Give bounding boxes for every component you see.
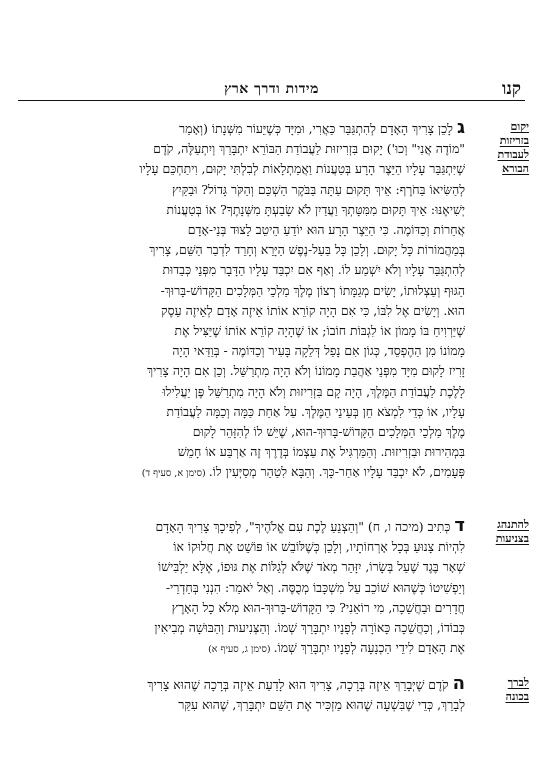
line-text: פְּעָמִים, לֹא יִכְבַּד עָלָיו אַחַר-כָּךְ. וְהַבָּא לִטַהֵר מְסַיְּעִין לוֹ.	[208, 464, 465, 480]
line-text: אֶת הָאָדָם לִידֵי הַכְנָעָה לְפָנָיו יִתְבָּרַךְ שְׁמוֹ.	[273, 640, 465, 656]
section-letter: ד	[454, 516, 465, 536]
text-line	[18, 139, 465, 159]
section-he	[18, 674, 529, 770]
text-line	[18, 578, 465, 598]
text-line	[18, 301, 465, 321]
line-text: שֶׁיַּרְוִיחַ בּוֹ מָמוֹן אוֹ לִגְבּוֹת חוֹבוֹ; אוֹ שֶׁהָיָה קוֹרֵא אוֹתוֹ שֶׁיַּצִּיל אֶת	[174, 323, 465, 339]
source-ref: (סימן ג, סעיף א)	[208, 644, 274, 656]
line-text: כְּבוֹדוֹ, וְכַחֲשֵׁכָה כָּאוֹרָה לְפָנָיו יִתְבָּרַךְ שְׁמוֹ. וְהַצְּנִיעוּת וְהַבּוּשָׁה מְבִיאִין	[154, 620, 465, 636]
text-line	[18, 200, 465, 220]
side-note	[473, 518, 529, 546]
line-text: לָלֶכֶת לַעֲבוֹדַת הַמֶּלֶךְ, הָיָה קָם בִּזְרִיזוּת וְלֹא הָיָה מִתְרַשֵּׁל פֶּן יַעֲלִילוּ	[162, 383, 465, 399]
section-letter: ה	[452, 674, 465, 694]
side-note-line: להתנהג	[497, 518, 529, 531]
line-text: כְּתִיב (מיכה ו, ח) "וְהַצְנֵעַ לֶכֶת עִם אֱלֹהֶיךָ", לְפִיכָךְ צָרִיךְ הָאָדָם	[155, 519, 451, 534]
line-text: מָמוֹנוֹ מִן הַהֶפְסֵד, כְּגוֹן אִם נָפַל דְּלֵקָה בָּעִיר וְכַדּוֹמֶה - בְּוַדַּאי הָיָה	[172, 343, 465, 359]
text-line	[18, 402, 465, 422]
text-line	[18, 442, 465, 462]
source-ref: (סימן א, סעיף ד)	[141, 468, 209, 480]
text-line	[18, 220, 465, 240]
side-note-line: לעבודת	[497, 148, 529, 161]
side-note-line: יקום	[510, 120, 529, 133]
text-line	[18, 537, 465, 557]
line-text: וְיַפְשִׁיטוֹ כְּשֶׁהוּא שׁוֹכֵב עַל מִשְׁכָּבוֹ מְכֻסֶּה. וְאַל יֹאמַר: הִנְנִי בְּחַדְרֵי-	[165, 579, 465, 595]
side-note-line: בצניעות	[495, 532, 529, 545]
text-line	[18, 516, 465, 537]
text-line	[18, 557, 465, 577]
section-letter: ג	[456, 118, 465, 138]
line-text: שֶׁיִּתְגַּבֵּר עָלָיו הַיֵּצֶר הָרָע בְּטַעֲנוֹת וַאֲמַתְלָאוֹת לְבִלְתִּי יָקוּם, וִיתַחְכֵּם עָלָיו	[139, 161, 465, 177]
line-text: לְהִתְגַּבֵּר עָלָיו וְלֹא יִשְׁמַע לוֹ. וְאַף אִם יִכְבַּד עָלָיו הַדָּבָר מִפְּנֵי כְּבֵדוּת	[162, 262, 465, 278]
section-body	[18, 516, 465, 660]
line-text: הוּא. וְיָשִׂים אֶל לִבּוֹ, כִּי אִם הָיָה קוֹרֵא אוֹתוֹ אֵיזֶה אָדָם לְאֵיזֶה עֵסֶק	[161, 302, 465, 318]
section-gimel	[18, 118, 529, 500]
line-text: קֹדֶם שֶׁיְּבָרֵךְ אֵיזֶה בְּרָכָה, צָרִיךְ הוּא לָדַעַת אֵיזֶה בְּרָכָה שֶׁהוּא צָרִיךְ	[147, 677, 449, 692]
text-line	[18, 240, 465, 260]
text-line	[18, 382, 465, 402]
line-text: לְבָרֵךְ, כְּדֵי שֶׁבִּשְׁעָה שֶׁהוּא מַזְכִּיר אֶת הַשֵּׁם יִתְבָּרַךְ, שֶׁהוּא עִקַּר	[178, 697, 465, 713]
text-line	[18, 361, 465, 381]
line-text: עָלָיו, אוֹ כְּדֵי לִמְצֹא חֵן בְּעֵינֵי הַמֶּלֶךְ. עַל אַחַת כַּמָּה וְכַמָּה לַעֲבוֹדַת	[166, 403, 465, 419]
line-text: חֲדָרִים וּבַחֲשֵׁכָה, מִי רוֹאֵנִי? כִּי הַקָּדוֹשׁ-בָּרוּךְ-הוּא מְלֹא כָל הָאָרֶץ	[171, 599, 465, 615]
line-text: לָכֵן צָרִיךְ הָאָדָם לְהִתְגַּבֵּר כַּאֲרִי, וּמִיָּד כְּשֶׁיֵּעוֹר מִשְּׁנָתוֹ (וְאָמַר	[179, 121, 453, 136]
page-header	[18, 78, 525, 101]
text-line	[18, 618, 465, 638]
line-text: לִהְיוֹת צָנוּעַ בְּכָל אָרְחוֹתָיו, וְלָכֵן כְּשֶׁלּוֹבֵשׁ אוֹ פּוֹשֵׁט אֶת חֲלוּקוֹ אוֹ	[173, 539, 465, 555]
side-note	[473, 676, 529, 704]
text-line	[18, 462, 465, 484]
text-line	[18, 674, 465, 695]
side-note	[473, 120, 529, 176]
side-note-line: בזריזות	[499, 134, 529, 147]
text-line	[18, 159, 465, 179]
line-text: לְהַשִּׂיאוֹ בַּחֹרֶף: אֵיךְ תָּקוּם עַתָּה בַּבֹּקֶר הַשְׁכֵּם וְהַקֹּר גָּדוֹל? וּבַקַּיִץ	[171, 181, 465, 197]
line-text: יְשִׁיאֶנּוּ: אֵיךְ תָּקוּם מִמִּטָּתְךָ וַעֲדַיִן לֹא שָׂבַעְתָּ מִשְּׁנָתֶךָ? אוֹ בְּטַעֲנוֹת	[166, 201, 465, 217]
text-line	[18, 118, 465, 139]
line-text: אֲחֵרוֹת וְכַדּוֹמֶה. כִּי הַיֵּצֶר הָרָע הוּא יוֹדֵעַ הֵיטֵב לָצוּד בְּנֵי-אָדָם	[187, 222, 465, 238]
text-line	[18, 180, 465, 200]
text-line	[18, 695, 465, 715]
line-text: בִּמְהִירוּת וּבִזְרִיזוּת. וְהַמַּרְגִּיל אֶת עַצְמוֹ בְּדֶרֶךְ זֶה אַרְבַּע אוֹ חָמֵשׁ	[177, 444, 465, 460]
line-text: מֶלֶךְ מַלְכֵי הַמְּלָכִים הַקָּדוֹשׁ-בָּרוּךְ-הוּא, שֶׁיֵּשׁ לוֹ לְהִזָּהֵר לָקוּם	[192, 424, 465, 440]
line-text: בְּמַהֲמוֹרוֹת כָּל יָקוּם. וְלָכֵן כָּל בַּעַל-נֶפֶשׁ הַיָּרֵא וְחָרֵד לִדְבַר הַשֵּׁם, צָרִיךְ	[149, 242, 465, 258]
running-head: מידות ודרך ארץ	[224, 80, 319, 97]
text-line	[18, 341, 465, 361]
side-note-line: בכונה	[505, 690, 529, 703]
text-line	[18, 638, 465, 660]
text-line	[18, 422, 465, 442]
text-line	[18, 260, 465, 280]
line-text: זָרִיז לָקוּם מִיָּד מִפְּנֵי אַהֲבַת מָמוֹנוֹ וְלֹא הָיָה מִתְרַשֵּׁל. וְכֵן אִם הָיָה צָרִיךְ	[146, 363, 465, 379]
text-line	[18, 598, 465, 618]
text-line	[18, 321, 465, 341]
line-text: הַגּוּף וְעַצְלוּתוֹ, יָשִׂים מְגַמָּתוֹ רְצוֹן מֶלֶךְ מַלְכֵי הַמְּלָכִים הַקָּדוֹשׁ-בָּרוּךְ-	[160, 282, 465, 298]
line-text: שְׁאָר בֶּגֶד שֶׁעַל בְּשָׂרוֹ, יִזָּהֵר מְאֹד שֶׁלֹּא לְגַלּוֹת אֶת גּוּפוֹ, אֶלָּא יַלְבִּישׁוֹ	[158, 559, 465, 575]
text-line	[18, 281, 465, 301]
line-text: "מוֹדֶה אֲנִי" וְכוּ') יָקוּם בִּזְרִיזוּת לַעֲבוֹדַת הַבּוֹרֵא יִתְבָּרַךְ וְיִתְעַלֶּה, קֹדֶם	[153, 141, 465, 157]
section-dalet	[18, 516, 529, 654]
side-note-line: הבורא	[502, 162, 529, 175]
section-body	[18, 674, 465, 715]
side-note-line: לברך	[507, 676, 529, 689]
page-number: קנו	[502, 79, 521, 99]
section-body	[18, 118, 465, 485]
